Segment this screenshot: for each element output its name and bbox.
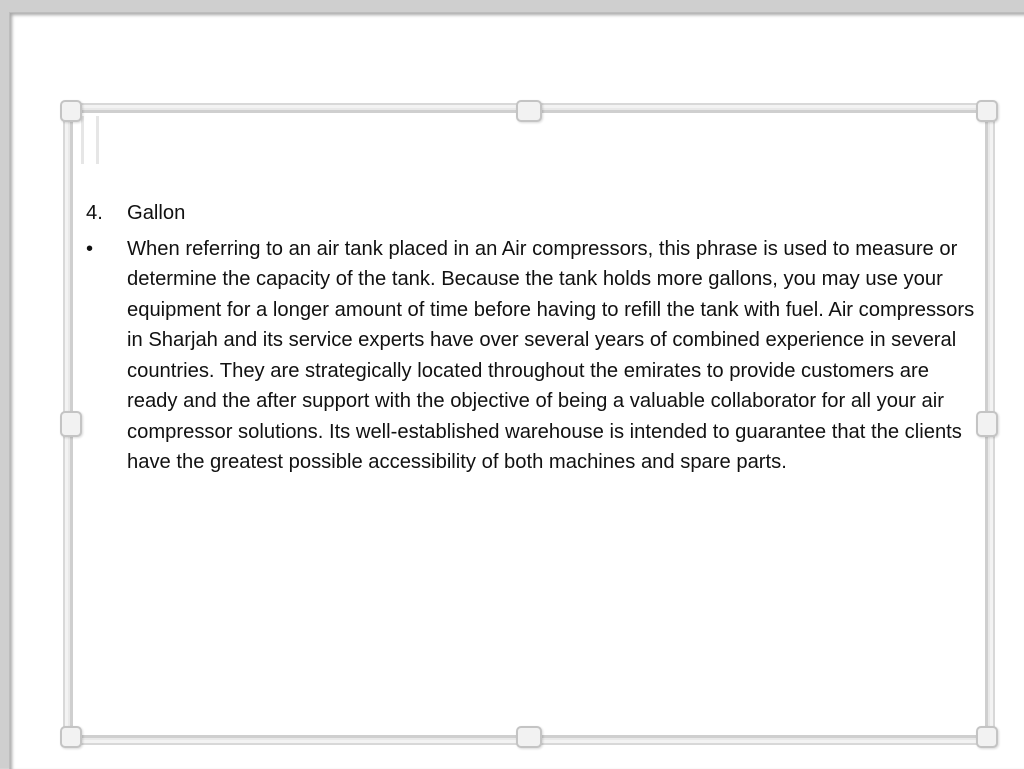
bullet-item xyxy=(86,234,978,478)
resize-handle-top-middle[interactable] xyxy=(516,100,542,122)
bullet-paragraph: When referring to an air tank placed in an Air compressors, this phrase is used to measure or determine the capacity of the tank. Because the tank holds more gallons, you may use your equipment for a longer amount of time before having to refill the tank with fuel. Air compressors in Sharjah and its service experts have over several years of combined experience in several countries. They are strategically located throughout the emirates to provide customers are ready and the after support with the objective of being a valuable collaborator for all your air compressor solutions. Its well-established warehouse is intended to guarantee that the clients have the greatest possible accessibility of both machines and spare parts. xyxy=(127,237,975,473)
resize-handle-middle-left[interactable] xyxy=(60,411,82,437)
text-box-content[interactable] xyxy=(86,198,978,478)
resize-handle-top-left[interactable] xyxy=(60,100,82,122)
numbered-item xyxy=(86,198,978,229)
list-number: 4. xyxy=(86,202,103,224)
resize-handle-bottom-middle[interactable] xyxy=(516,726,542,748)
slide[interactable] xyxy=(9,12,1024,769)
resize-handle-top-right[interactable] xyxy=(976,100,998,122)
resize-handle-middle-right[interactable] xyxy=(976,411,998,437)
resize-handle-bottom-left[interactable] xyxy=(60,726,82,748)
bullet-marker: • xyxy=(86,237,94,260)
resize-handle-bottom-right[interactable] xyxy=(976,726,998,748)
item-heading: Gallon xyxy=(127,202,186,224)
